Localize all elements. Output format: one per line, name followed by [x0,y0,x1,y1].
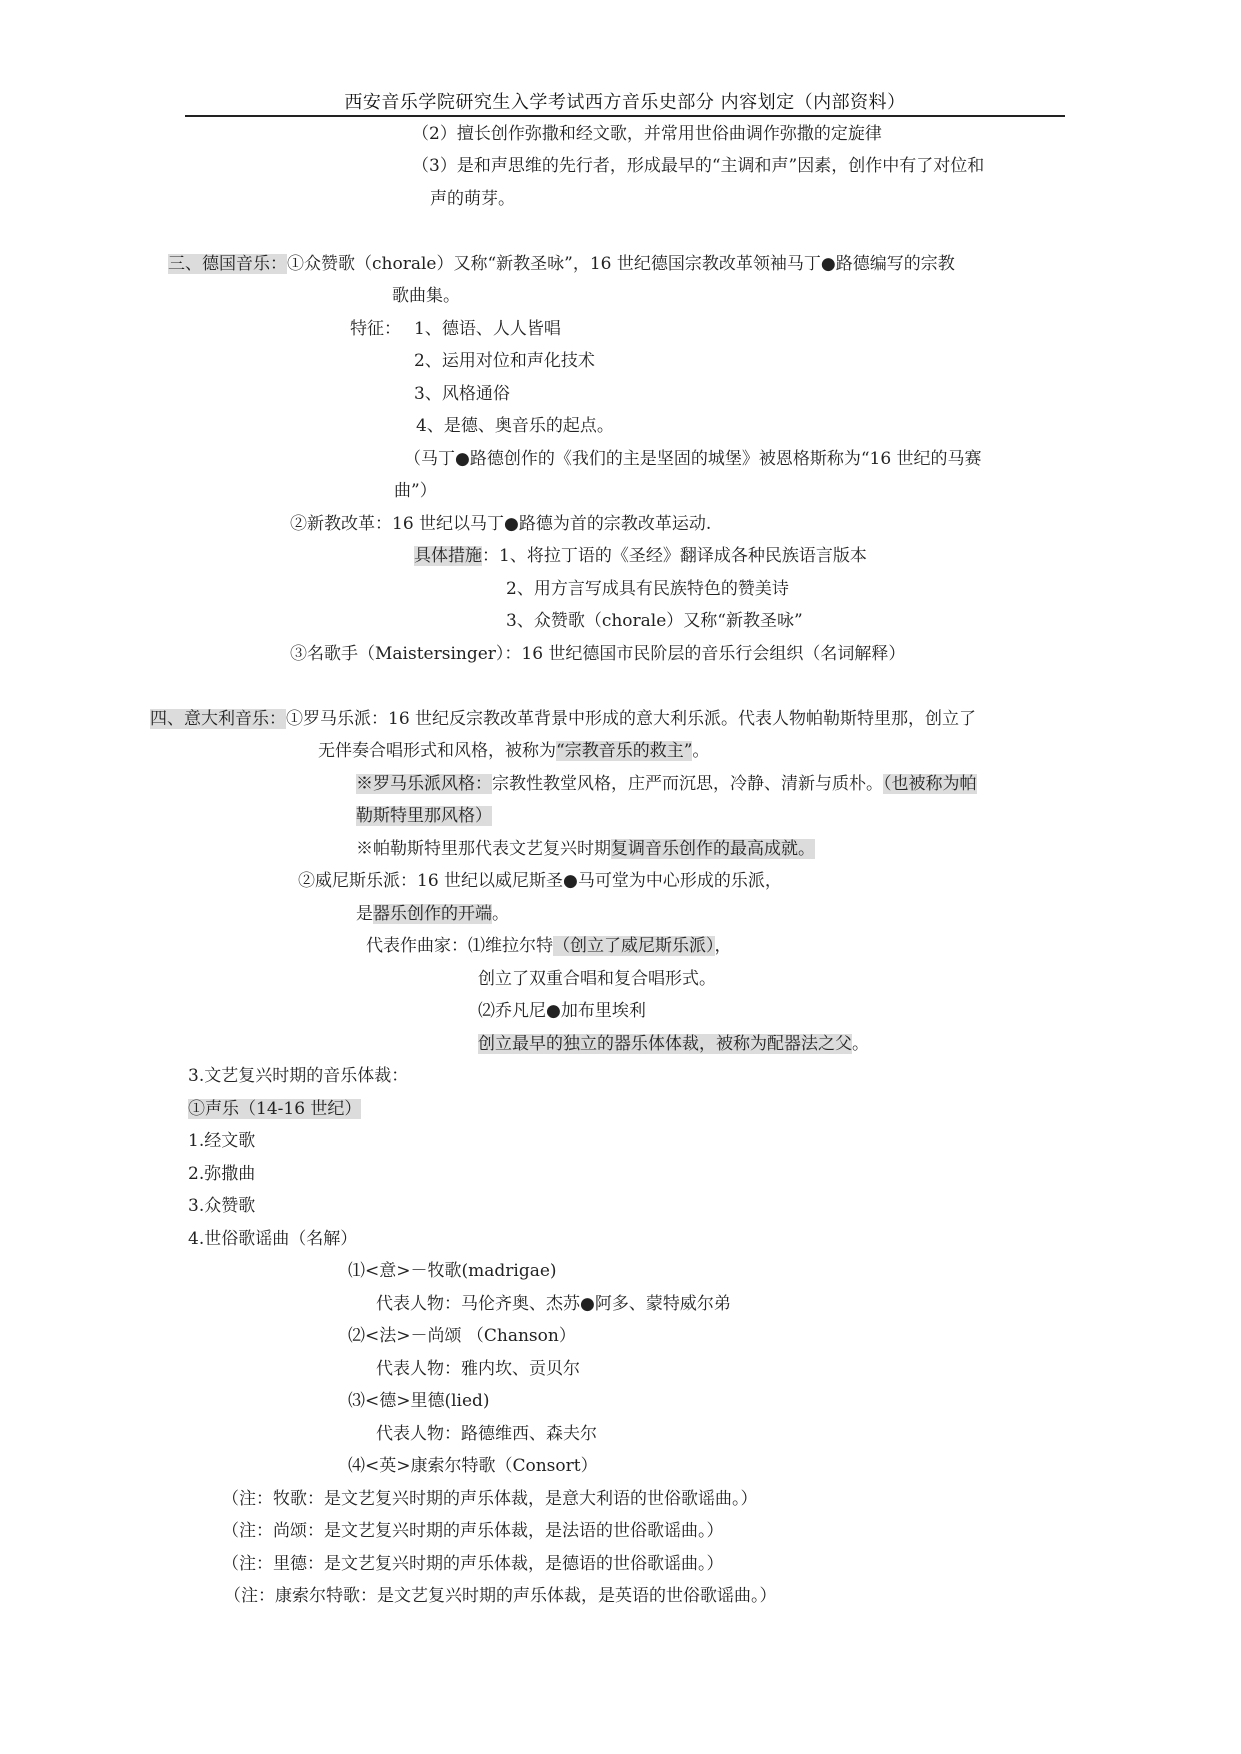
highlight-span: 复调音乐创作的最高成就。 [611,839,815,859]
text-span: 。 [852,1034,869,1054]
text-span: 。 [492,904,509,924]
text-line: 声的萌芽。 [430,189,515,209]
highlight-span: 创立最早的独立的器乐体体裁，被称为配器法之父 [478,1034,852,1054]
text-line: ②威尼斯乐派：16 世纪以威尼斯圣●马可堂为中心形成的乐派， [298,871,782,891]
section-label: 三、德国音乐： [168,254,287,274]
text-span: 宗教性教堂风格，庄严而沉思，冷静、清新与质朴。 [492,774,883,794]
note-line: （注：康索尔特歌：是文艺复兴时期的声乐体裁，是英语的世俗歌谣曲。） [224,1586,777,1606]
highlight-span: ①声乐（14-16 世纪） [188,1099,362,1119]
highlight-span: （创立了威尼斯乐派） [553,936,715,956]
text-line [356,838,815,860]
text-line: （马丁●路德创作的《我们的主是坚固的城堡》被恩格斯称为“16 世纪的马赛 [404,449,982,469]
text-span: 无伴奏合唱形式和风格，被称为 [318,741,556,761]
text-line: 代表人物：路德维西、森夫尔 [376,1424,597,1444]
highlight-span: 具体措施 [414,546,482,566]
text-line: ⑵乔凡尼●加布里埃利 [478,1001,646,1021]
text-line: 曲”） [394,481,437,501]
text-line: 1、德语、人人皆唱 [414,319,561,339]
text-span: 代表作曲家：⑴维拉尔特 [366,936,553,956]
text-line [356,903,509,925]
note-line: （注：里德：是文艺复兴时期的声乐体裁，是德语的世俗歌谣曲。） [222,1554,724,1574]
text-span: ①众赞歌（chorale）又称“新教圣咏”，16 世纪德国宗教改革领袖马丁●路德编写的宗教 [287,254,955,274]
text-line: 代表人物：马伦齐奥、杰苏●阿多、蒙特威尔弟 [376,1294,731,1314]
text-span: ， [714,936,732,956]
note-line: （注：尚颂：是文艺复兴时期的声乐体裁，是法语的世俗歌谣曲。） [222,1521,724,1541]
text-line: 代表人物：雅内坎、贡贝尔 [376,1359,580,1379]
text-line [366,935,732,957]
text-line: 2、运用对位和声化技术 [414,351,595,371]
highlight-span: ※罗马乐派风格： [356,774,492,794]
text-line: ③名歌手（Maistersinger）：16 世纪德国市民阶层的音乐行会组织（名词解释） [290,644,906,664]
text-line: ⑷<英>康索尔特歌（Consort） [348,1456,598,1476]
text-line [188,1098,361,1120]
text-line: 2、用方言写成具有民族特色的赞美诗 [506,579,789,599]
text-span: 。 [692,741,710,761]
text-span: ：1、将拉丁语的《圣经》翻译成各种民族语言版本 [482,546,867,566]
highlight-span: 器乐创作的开端 [373,904,492,924]
text-line: 3.众赞歌 [188,1196,256,1216]
text-line: （2）擅长创作弥撒和经文歌，并常用世俗曲调作弥撒的定旋律 [412,124,882,144]
text-line [356,773,977,795]
highlight-span: “宗教音乐的救主” [556,741,693,761]
text-line: 1.经文歌 [188,1131,256,1151]
text-line: 3、风格通俗 [414,384,510,404]
text-line: 4.世俗歌谣曲（名解） [188,1229,358,1249]
highlight-span: 勒斯特里那风格） [356,806,492,826]
note-line: （注：牧歌：是文艺复兴时期的声乐体裁，是意大利语的世俗歌谣曲。） [222,1489,758,1509]
text-line: 3.文艺复兴时期的音乐体裁： [188,1066,409,1086]
header-rule [185,115,1065,117]
section-heading-german [168,253,955,275]
text-line: 3、众赞歌（chorale）又称“新教圣咏” [506,611,803,631]
text-line: 4、是德、奥音乐的起点。 [416,416,614,436]
text-line [478,1033,869,1055]
page-header-title: 西安音乐学院研究生入学考试西方音乐史部分 内容划定（内部资料） [344,92,906,113]
text-line [356,805,492,827]
text-span: ※帕勒斯特里那代表文艺复兴时期 [356,839,611,859]
text-line: 特征： [350,319,401,339]
text-span: ①罗马乐派：16 世纪反宗教改革背景中形成的意大利乐派。代表人物帕勒斯特里那，创立了 [286,709,977,729]
text-line: ⑴<意>－牧歌(madrigae) [348,1261,557,1281]
text-line: ②新教改革：16 世纪以马丁●路德为首的宗教改革运动. [290,514,712,534]
text-line: ⑵<法>－尚颂 （Chanson） [348,1326,576,1346]
text-line: 歌曲集。 [392,286,460,306]
text-line: 创立了双重合唱和复合唱形式。 [478,969,716,989]
text-line: （3）是和声思维的先行者，形成最早的“主调和声”因素，创作中有了对位和 [412,156,985,176]
text-line [318,740,709,762]
highlight-span: （也被称为帕 [883,774,977,794]
section-label: 四、意大利音乐： [150,709,286,729]
section-heading-italian [150,708,976,730]
text-line: ⑶<德>里德(lied) [348,1391,490,1411]
text-span: 是 [356,904,373,924]
text-line: 2.弥撒曲 [188,1164,256,1184]
text-line [414,545,867,567]
